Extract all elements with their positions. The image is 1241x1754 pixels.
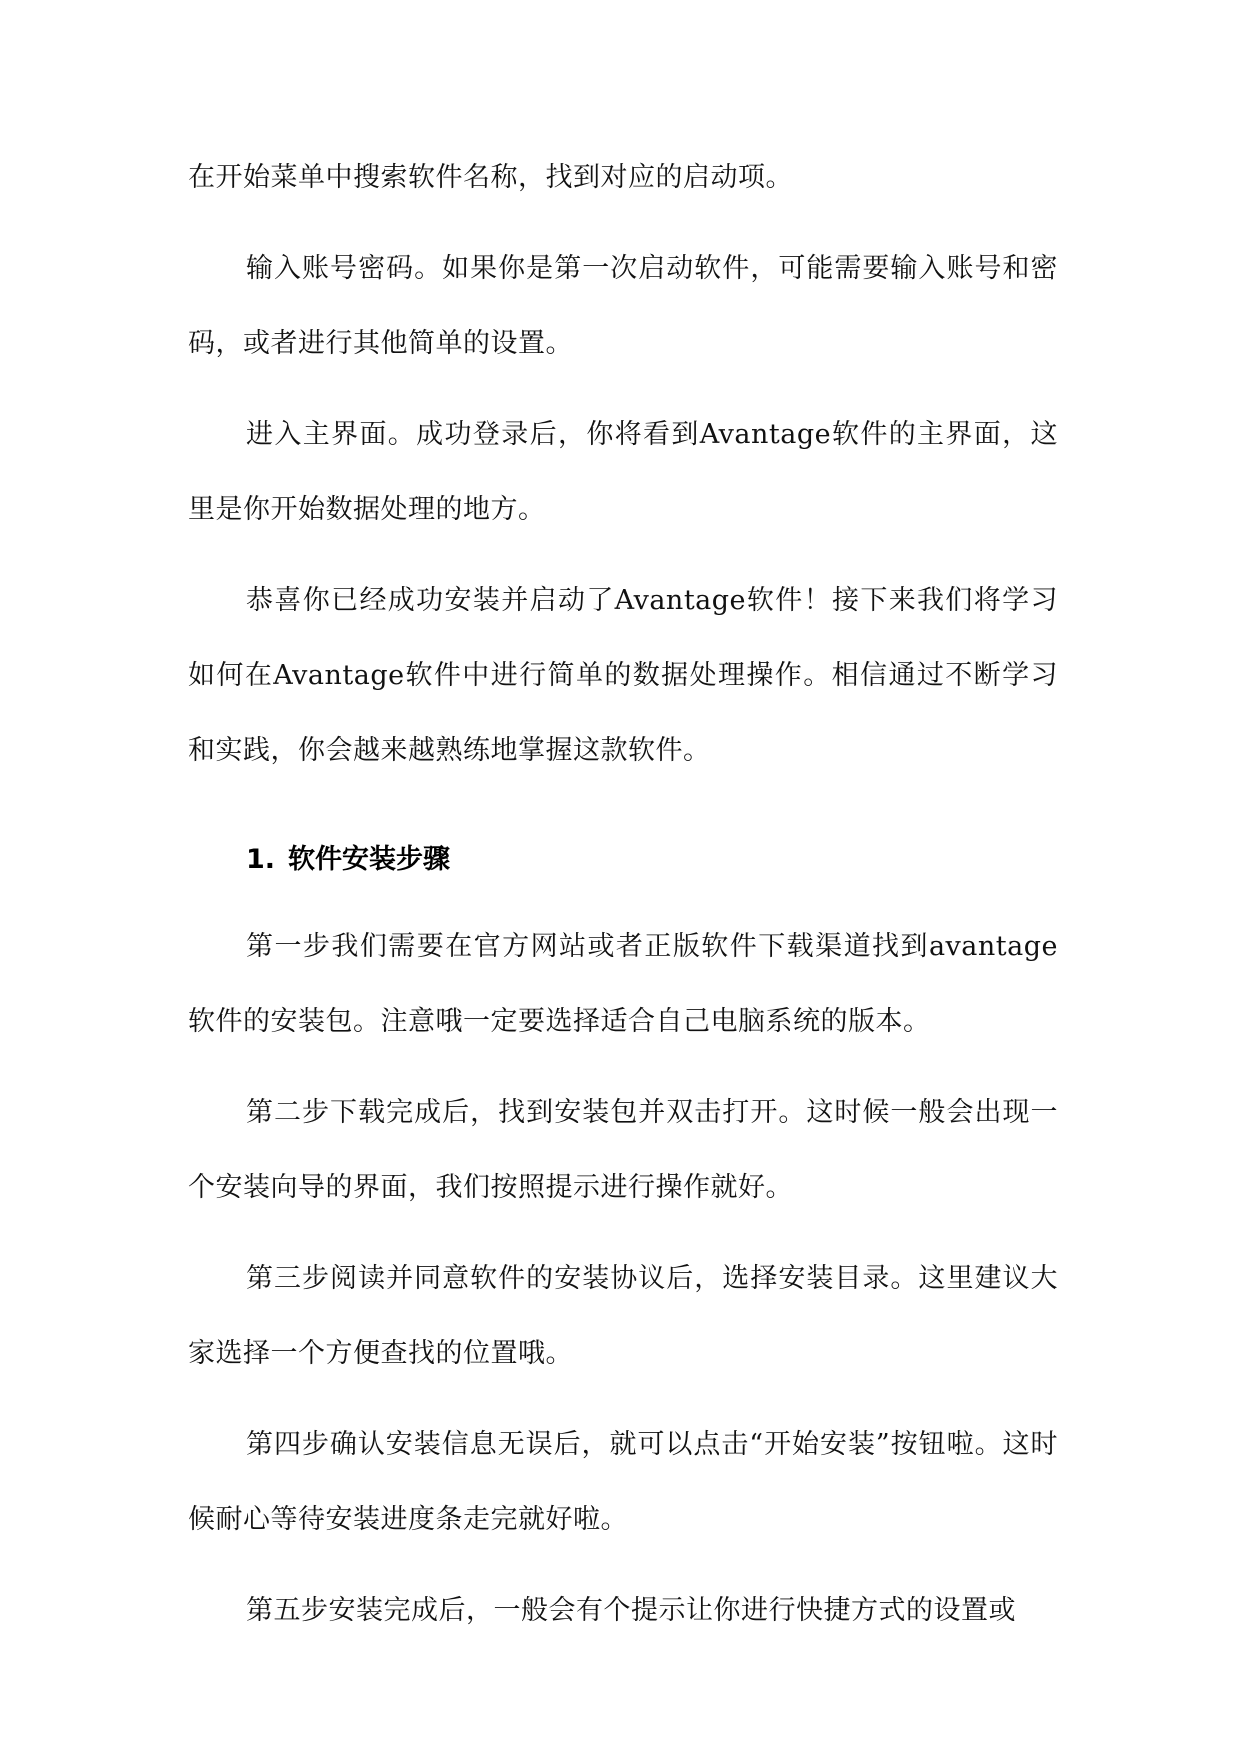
paragraph-step-three: 第三步阅读并同意软件的安装协议后，选择安装目录。这里建议大家选择一个方便查找的位置哦。: [188, 1263, 1058, 1369]
paragraph-step-two: 第二步下载完成后，找到安装包并双击打开。这时候一般会出现一个安装向导的界面，我们按照提示进行操作就好。: [188, 1097, 1058, 1203]
paragraph-step-five: 第五步安装完成后，一般会有个提示让你进行快捷方式的设置或: [246, 1595, 1016, 1626]
paragraph-start-menu-search: 在开始菜单中搜索软件名称，找到对应的启动项。: [188, 162, 793, 193]
section-title: 软件安装步骤: [288, 844, 450, 875]
paragraph-main-interface: 进入主界面。成功登录后，你将看到Avantage软件的主界面，这里是你开始数据处理的地方。: [188, 419, 1058, 525]
section-heading: [188, 822, 1058, 897]
paragraph-congratulations: 恭喜你已经成功安装并启动了Avantage软件！接下来我们将学习如何在Avantage软件中进行简单的数据处理操作。相信通过不断学习和实践，你会越来越熟练地掌握这款软件。: [188, 585, 1058, 766]
document-body: [188, 140, 1058, 1664]
paragraph-step-four: 第四步确认安装信息无误后，就可以点击“开始安装”按钮啦。这时候耐心等待安装进度条走完就好啦。: [188, 1429, 1058, 1535]
paragraph-enter-credentials: 输入账号密码。如果你是第一次启动软件，可能需要输入账号和密码，或者进行其他简单的设置。: [188, 253, 1058, 359]
section-number: 1.: [246, 844, 276, 875]
paragraph-step-one: 第一步我们需要在官方网站或者正版软件下载渠道找到avantage软件的安装包。注意哦一定要选择适合自己电脑系统的版本。: [188, 931, 1058, 1037]
